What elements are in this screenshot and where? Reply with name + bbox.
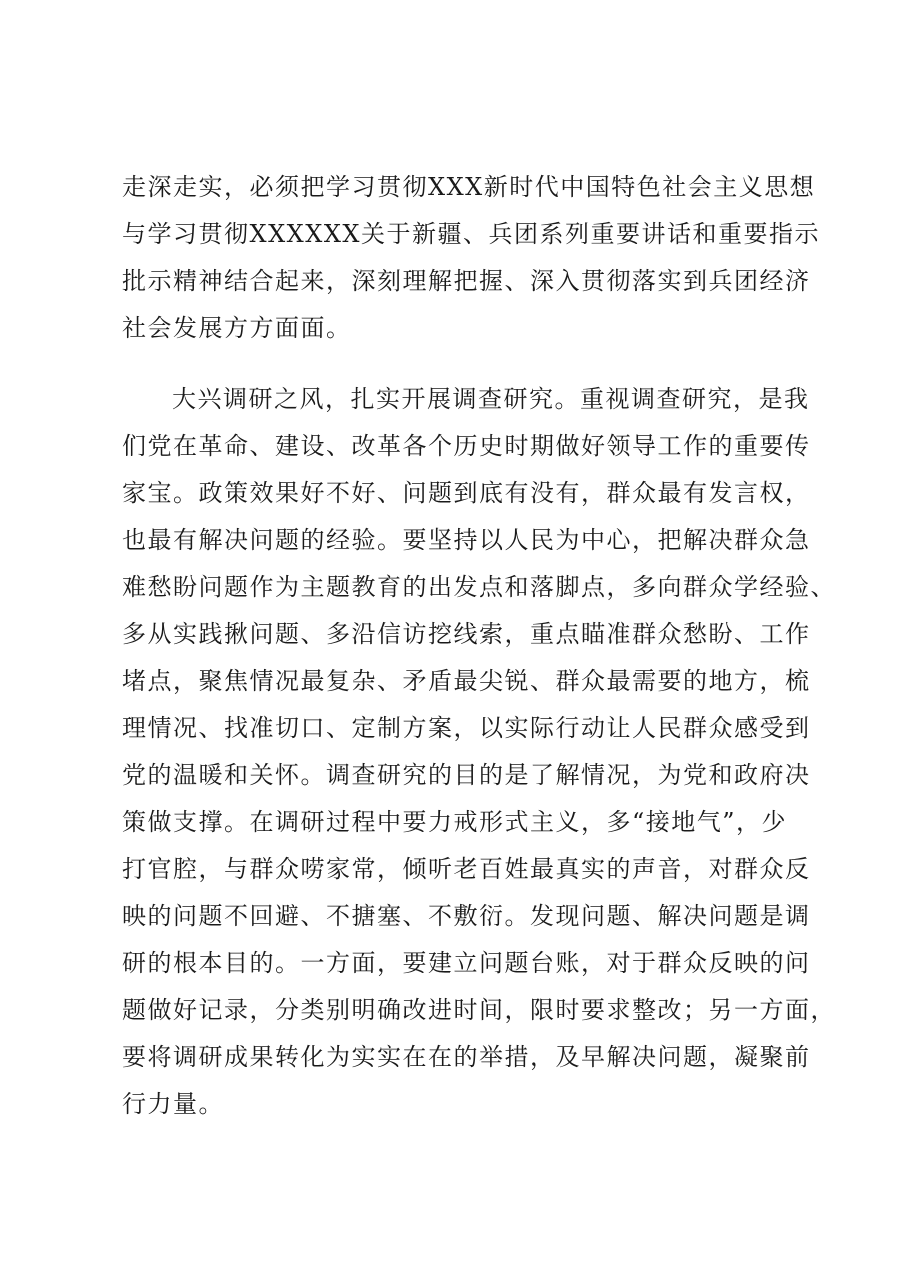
text-line: 难愁盼问题作为主题教育的出发点和落脚点，多向群众学经验、 — [122, 573, 836, 601]
text-line: 大兴调研之风，扎实开展调查研究。重视调查研究，是我 — [172, 385, 810, 413]
text-line: 党的温暖和关怀。调查研究的目的是了解情况，为党和政府决 — [122, 761, 811, 789]
text-line: 研的根本目的。一方面，要建立问题台账，对于群众反映的问 — [122, 949, 811, 977]
text-line: 走深走实，必须把学习贯彻XXX新时代中国特色社会主义思想 — [122, 173, 816, 201]
text-line: 理情况、找准切口、定制方案，以实际行动让人民群众感受到 — [122, 714, 811, 742]
text-line: 也最有解决问题的经验。要坚持以人民为中心，把解决群众急 — [122, 526, 811, 554]
text-line: 题做好记录，分类别明确改进时间，限时要求整改；另一方面， — [122, 996, 836, 1024]
paragraph-1 — [122, 164, 827, 352]
text-line: 们党在革命、建设、改革各个历史时期做好领导工作的重要传 — [122, 432, 811, 460]
text-line: 社会发展方方面面。 — [122, 314, 352, 342]
text-line: 要将调研成果转化为实实在在的举措，及早解决问题，凝聚前 — [122, 1043, 811, 1071]
text-line: 批示精神结合起来，深刻理解把握、深入贯彻落实到兵团经济 — [122, 267, 811, 295]
text-line: 堵点，聚焦情况最复杂、矛盾最尖锐、群众最需要的地方，梳 — [122, 667, 811, 695]
text-line: 行力量。 — [122, 1090, 224, 1118]
text-line: 家宝。政策效果好不好、问题到底有没有，群众最有发言权， — [122, 479, 811, 507]
text-line: 策做支撑。在调研过程中要力戒形式主义，多“接地气”，少 — [122, 808, 788, 836]
text-line: 映的问题不回避、不搪塞、不敷衍。发现问题、解决问题是调 — [122, 902, 811, 930]
paragraph-spacer — [122, 352, 827, 376]
paragraph-2 — [122, 376, 836, 1128]
text-line: 打官腔，与群众唠家常，倾听老百姓最真实的声音，对群众反 — [122, 855, 811, 883]
text-line: 与学习贯彻XXXXXX关于新疆、兵团系列重要讲话和重要指示 — [122, 220, 821, 248]
document-body — [122, 164, 836, 1128]
text-line: 多从实践揪问题、多沿信访挖线索，重点瞄准群众愁盼、工作 — [122, 620, 811, 648]
